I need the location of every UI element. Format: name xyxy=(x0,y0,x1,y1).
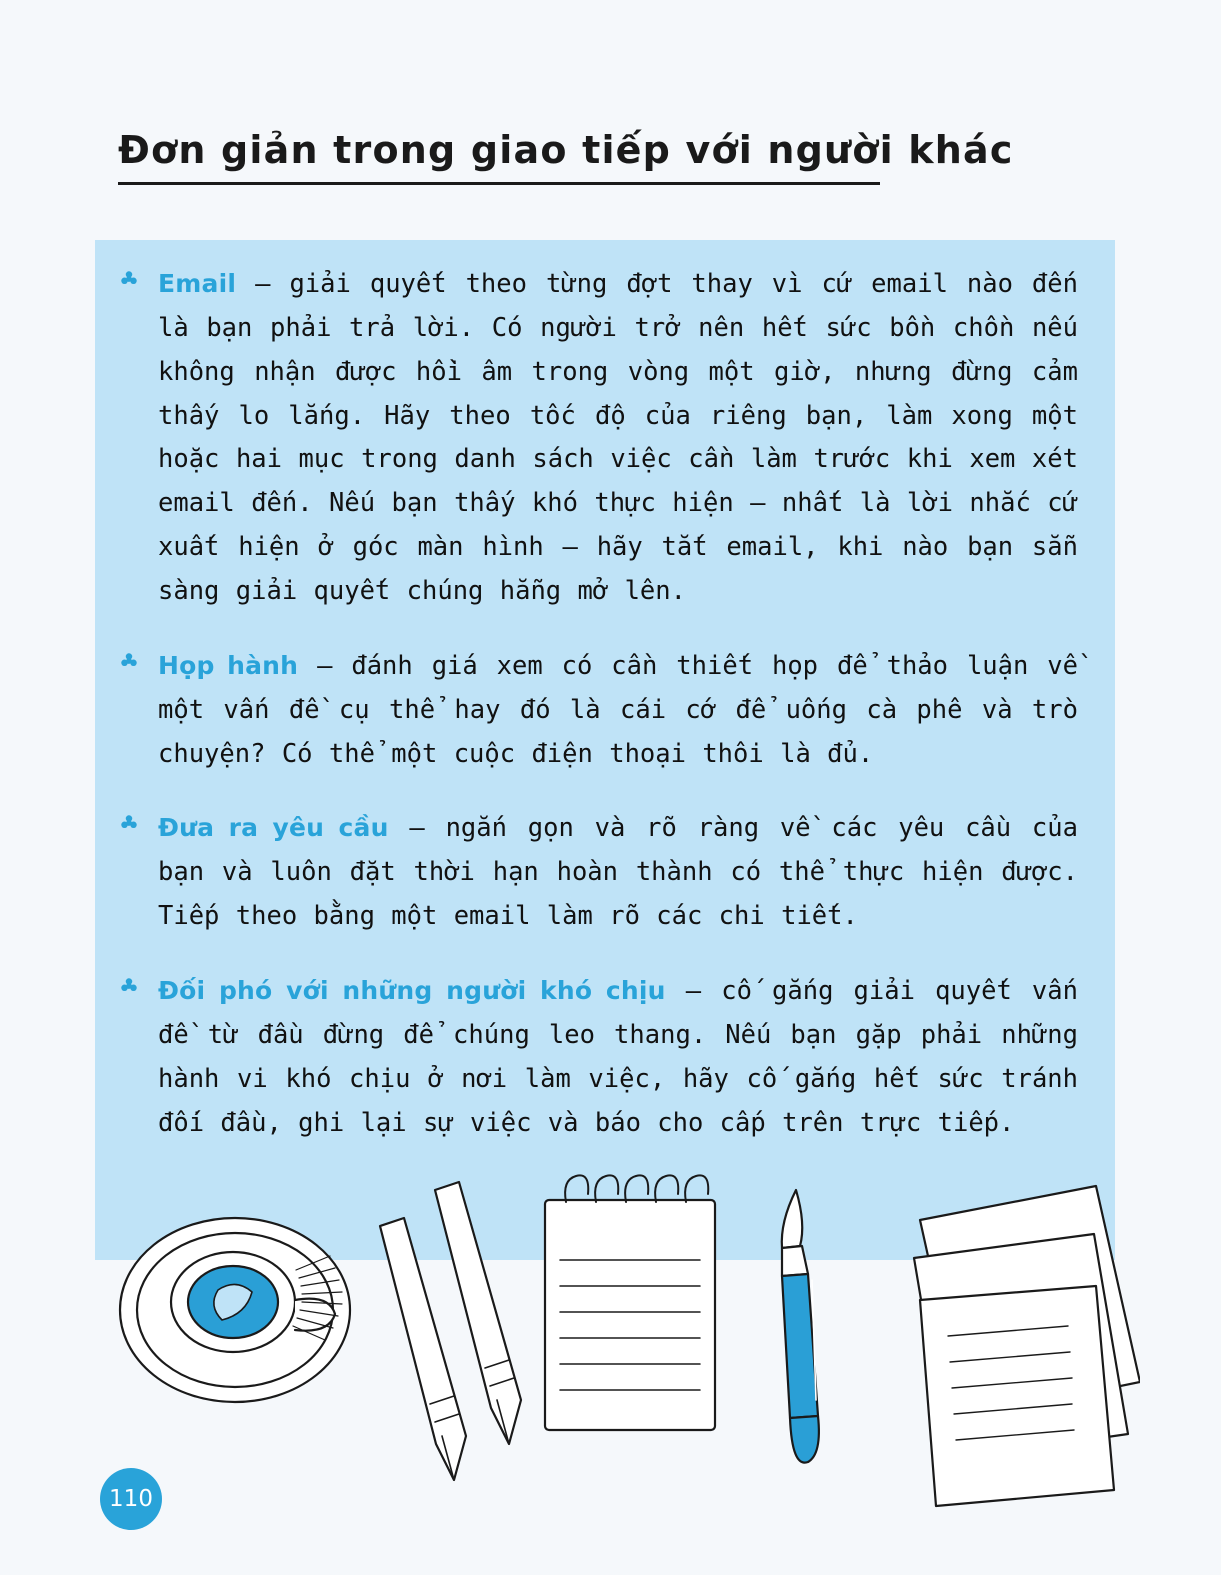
bullet-flower-icon xyxy=(120,270,138,288)
paragraph xyxy=(158,969,1078,1145)
paragraph xyxy=(158,806,1078,939)
bullet-flower-icon xyxy=(120,814,138,832)
bullet-list xyxy=(118,262,1078,1175)
lead-term: Đối phó với những người khó chịu xyxy=(158,976,666,1006)
page-title-block xyxy=(118,128,1014,185)
paragraph-text: — giải quyết theo từng đợt thay vì cứ email nào đến là bạn phải trả lời. Có người trở nên hết sức bồn chồn nếu không nhận được hồi âm trong vòng một giờ, nhưng đừng cảm thấy lo lắng. Hãy theo tốc độ của riêng bạn, làm xong một hoặc hai mục trong danh sách việc cần làm trước khi xem xét email đến. Nếu bạn thấy khó thực hiện — nhất là lời nhắc cứ xuất hiện ở góc màn hình — hãy tắt email, khi nào bạn sẵn sàng giải quyết chúng hẵng mở lên. xyxy=(158,269,1078,607)
page-number-badge: 110 xyxy=(100,1468,162,1530)
list-item xyxy=(118,969,1078,1145)
paragraph-text: — ngắn gọn và rõ ràng về các yêu cầu của bạn và luôn đặt thời hạn hoàn thành có thể thực hiện được. Tiếp theo bằng một email làm rõ các chi tiết. xyxy=(158,813,1078,932)
lead-term: Họp hành xyxy=(158,650,299,680)
list-item xyxy=(118,262,1078,614)
lead-term: Đưa ra yêu cầu xyxy=(158,813,389,843)
paragraph xyxy=(158,644,1078,777)
bullet-flower-icon xyxy=(120,652,138,670)
paragraph xyxy=(158,262,1078,614)
page-title: Đơn giản trong giao tiếp với người khác xyxy=(118,128,1014,172)
lead-term: Email xyxy=(158,269,237,298)
list-item xyxy=(118,806,1078,939)
list-item xyxy=(118,644,1078,777)
paragraph-text: — cố gắng giải quyết vấn đề từ đầu đừng để chúng leo thang. Nếu bạn gặp phải những hành vi khó chịu ở nơi làm việc, hãy cố gắng hết sức tránh đối đầu, ghi lại sự việc và báo cho cấp trên trực tiếp. xyxy=(158,976,1078,1138)
title-underline xyxy=(118,182,880,185)
bullet-flower-icon xyxy=(120,977,138,995)
paragraph-text: — đánh giá xem có cần thiết họp để thảo luận về một vấn đề cụ thể hay đó là cái cớ để uống cà phê và trò chuyện? Có thể một cuộc điện thoại thôi là đủ. xyxy=(158,650,1078,769)
